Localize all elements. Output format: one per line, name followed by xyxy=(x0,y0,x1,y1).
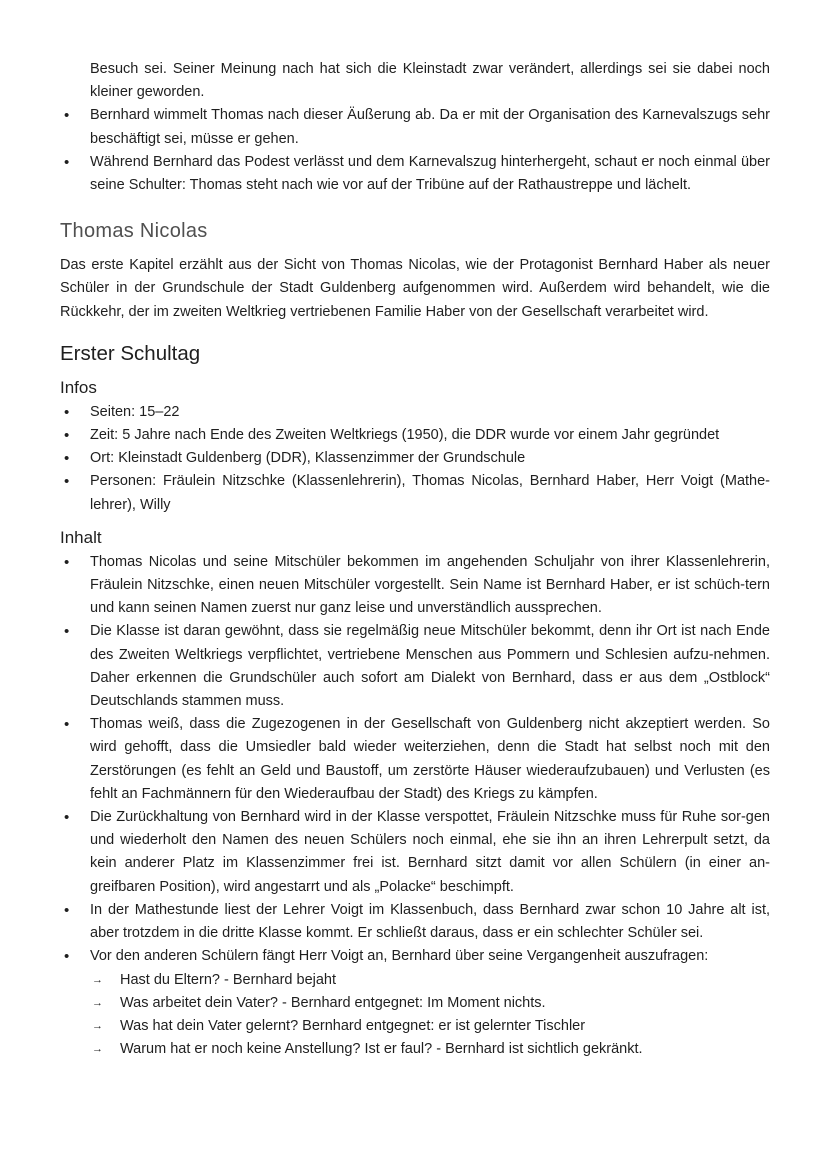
question-item xyxy=(90,1015,770,1038)
question-list xyxy=(90,969,770,1062)
question-text: Warum hat er noch keine Anstellung? Ist er faul? - Bernhard ist sichtlich gekränkt. xyxy=(120,1041,643,1058)
question-text: Was hat dein Vater gelernt? Bernhard entgegnet: er ist gelernter Tischler xyxy=(120,1017,586,1034)
inhalt-heading: Inhalt xyxy=(60,527,102,547)
arrow-icon: → xyxy=(92,996,103,1009)
list-item: • Seiten: 15–22 xyxy=(60,401,770,424)
list-item: • Vor den anderen Schülern fängt Herr Voigt an, Bernhard über seine Vergangenheit auszufragen: xyxy=(60,945,770,968)
section-heading: Thomas Nicolas xyxy=(60,220,208,243)
question-text: Was arbeitet dein Vater? - Bernhard entgegnet: Im Moment nichts. xyxy=(120,994,546,1011)
list-item: • Thomas Nicolas und seine Mitschüler bekommen im angehenden Schuljahr von ihrer Klassenlehrerin, Fräulein Nitzschke, einen neuen Mitschüler vorgestellt. Sein Name ist Bernhard Haber, er ist schüch-tern und kann seinen Namen zuerst nur ganz leise und unverständlich aussprechen. xyxy=(60,551,770,621)
arrow-icon: → xyxy=(92,1043,103,1056)
list-item: • Ort: Kleinstadt Guldenberg (DDR), Klassenzimmer der Grundschule xyxy=(60,447,770,470)
infos-heading: Infos xyxy=(60,377,97,397)
arrow-icon: → xyxy=(92,1019,103,1032)
question-item xyxy=(90,1038,770,1061)
list-item: • Thomas weiß, dass die Zugezogenen in der Gesellschaft von Guldenberg nicht akzeptiert werden. So wird gehofft, dass die Umsiedler bald wieder weiterziehen, denn die Stadt hat selbst noch mit den Zerstörungen (es fehlt an Geld und Baustoff, um zerstörte Häuser wiederaufzubauen) und Verlusten (es fehlt an Fachmännern für den Wiederaufbau der Stadt) des Kriegs zu kämpfen. xyxy=(60,713,770,806)
section-intro-paragraph: Das erste Kapitel erzählt aus der Sicht von Thomas Nicolas, wie der Protagonist Bernhard Haber als neuer Schüler in der Grundschule der Stadt Guldenberg aufgenommen wird. Außerdem wird behandelt, wie die Rückkehr, der im zweiten Weltkrieg vertriebenen Familie Haber von der Gesellschaft verarbeitet wird. xyxy=(60,257,770,320)
list-item: • Personen: Fräulein Nitzschke (Klassenlehrerin), Thomas Nicolas, Bernhard Haber, Herr Voigt (Mathe-lehrer), Willy xyxy=(60,470,770,516)
list-item: • Während Bernhard das Podest verlässt und dem Karnevalszug hinterhergeht, schaut er noch einmal über seine Schulter: Thomas steht nach wie vor auf der Tribüne auf der Rathaustreppe und lächelt. xyxy=(60,151,770,197)
list-item: • In der Mathestunde liest der Lehrer Voigt im Klassenbuch, dass Bernhard zwar schon 10 Jahre alt ist, aber trotzdem in die dritte Klasse kommt. Er schließt daraus, dass er ein schlechter Schüler sei. xyxy=(60,899,770,945)
intro-bullet-list xyxy=(60,104,770,197)
list-item: • Die Klasse ist daran gewöhnt, dass sie regelmäßig neue Mitschüler bekommt, denn ihr Ort ist nach Ende des Zweiten Weltkriegs verpflichtet, vertriebene Menschen aus Pommern und Schlesien aufzu-nehmen. Daher erkennen die Grundschüler auch sofort am Dialekt von Bernhard, dass er aus dem „Ostblock“ Deutschlands stammen muss. xyxy=(60,620,770,713)
arrow-icon: → xyxy=(92,973,103,986)
inhalt-list xyxy=(60,551,770,969)
list-item: • Bernhard wimmelt Thomas nach dieser Äußerung ab. Da er mit der Organisation des Karnevalszugs sehr beschäftigt sei, müsse er gehen. xyxy=(60,104,770,150)
infos-list xyxy=(60,401,770,517)
list-item: • Zeit: 5 Jahre nach Ende des Zweiten Weltkriegs (1950), die DDR wurde vor einem Jahr gegründet xyxy=(60,424,770,447)
question-item xyxy=(90,992,770,1015)
chapter-heading: Erster Schultag xyxy=(60,341,201,365)
intro-continuation: Besuch sei. Seiner Meinung nach hat sich die Kleinstadt zwar verändert, allerdings sei sie dabei noch kleiner geworden. xyxy=(90,61,770,101)
question-item xyxy=(90,969,770,992)
question-text: Hast du Eltern? - Bernhard bejaht xyxy=(120,971,337,988)
list-item: • Die Zurückhaltung von Bernhard wird in der Klasse verspottet, Fräulein Nitzschke muss für Ruhe sor-gen und wiederholt den Namen des neuen Schülers noch einmal, ehe sie ihn an ihren Lehrerpult setzt, da kein anderer Platz im Klassenzimmer frei ist. Bernhard sitzt damit vor allen Schülern (in einer an-greifbaren Position), wird angestarrt und als „Polacke“ beschimpft. xyxy=(60,806,770,899)
